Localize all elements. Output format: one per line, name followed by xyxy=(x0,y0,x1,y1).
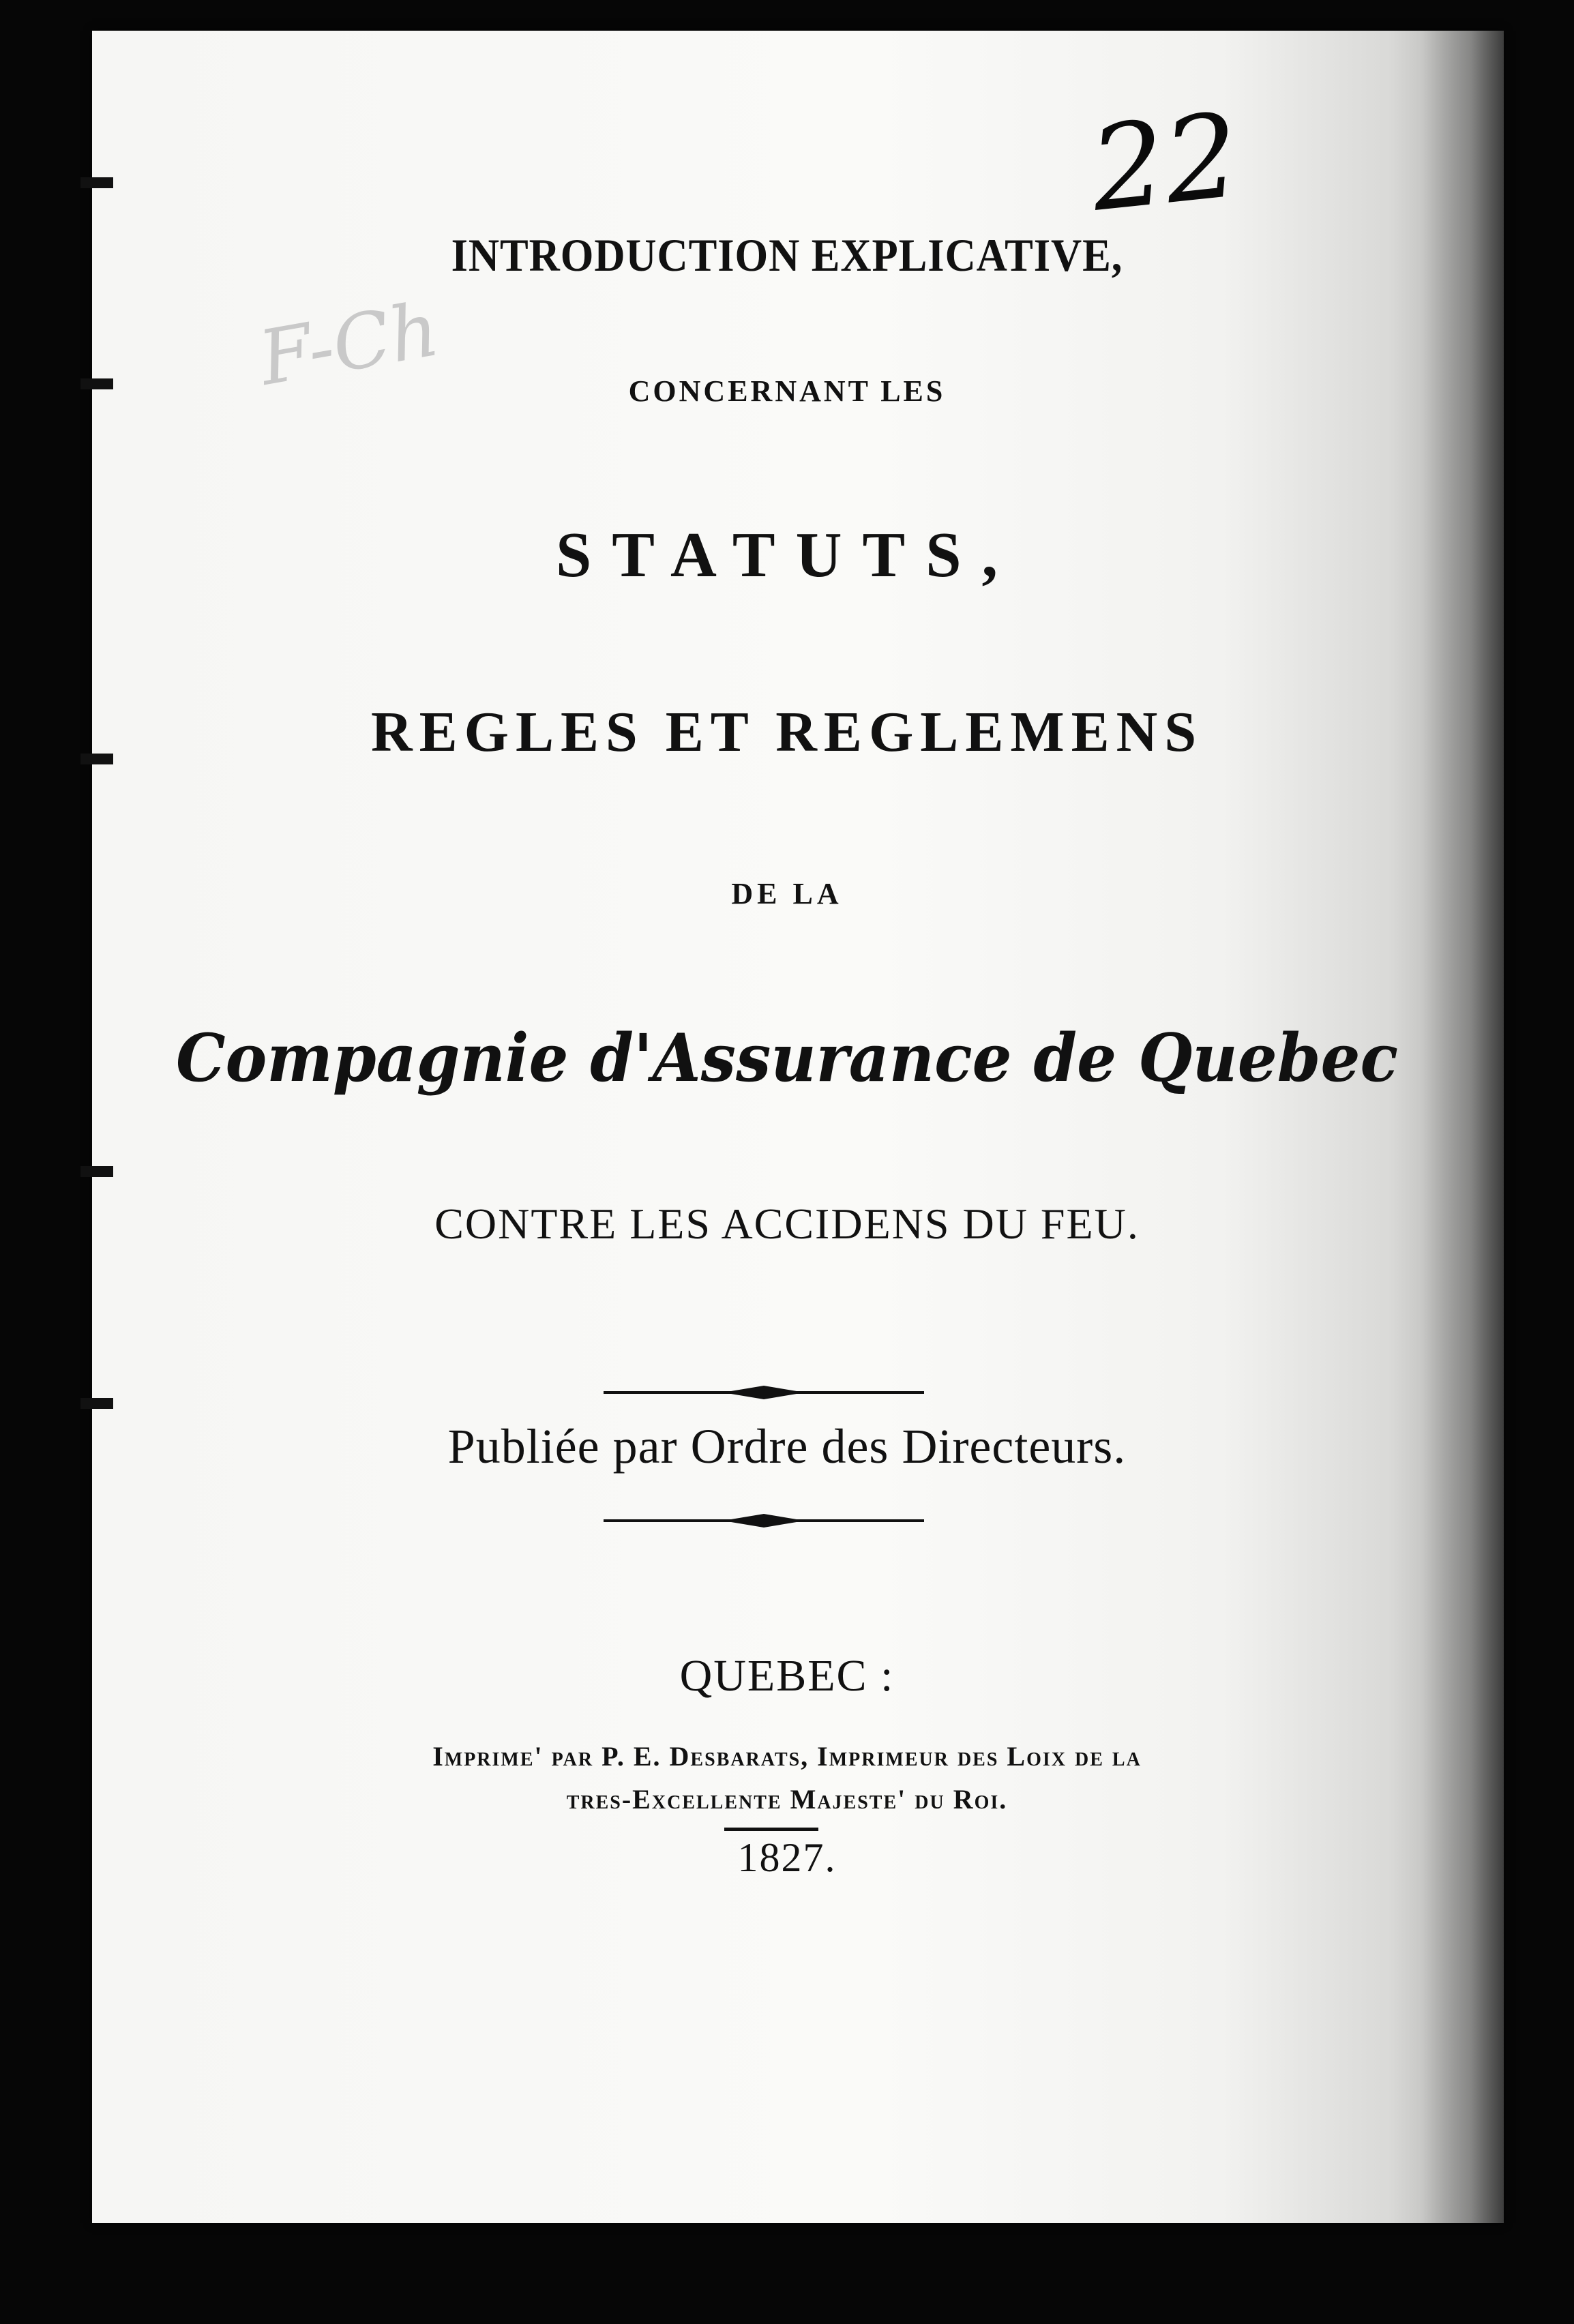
company-name-blackletter: Compagnie d'Assurance de Quebec xyxy=(175,1019,1399,1097)
published-by-line: Publiée par Ordre des Directeurs. xyxy=(447,1419,1127,1474)
pencil-annotation: F-Ch xyxy=(252,285,445,402)
year-rule xyxy=(724,1828,818,1831)
imprint-printer-line-2: tres-Excellente Majeste' du Roi. xyxy=(566,1784,1008,1815)
ornamental-rule-bottom xyxy=(604,1513,924,1529)
binding-mark xyxy=(80,1398,113,1409)
imprint-place: QUEBEC : xyxy=(679,1651,895,1701)
binding-mark xyxy=(80,177,113,188)
binding-mark xyxy=(80,1166,113,1177)
ornamental-rule-top xyxy=(604,1384,924,1401)
title-regles-line: REGLES ET REGLEMENS xyxy=(370,700,1204,764)
title-de-la-line: DE LA xyxy=(731,877,843,910)
page-edge-shadow xyxy=(1422,31,1504,2223)
title-concernant-line: CONCERNANT LES xyxy=(628,374,946,408)
imprint-printer-line-1: Imprime' par P. E. Desbarats, Imprimeur des Loix de la xyxy=(432,1741,1142,1772)
title-contre-line: CONTRE LES ACCIDENS DU FEU. xyxy=(434,1200,1140,1248)
imprint-year: 1827. xyxy=(737,1835,837,1880)
title-intro-line: INTRODUCTION EXPLICATIVE, xyxy=(451,229,1123,281)
title-statuts-line: STATUTS, xyxy=(556,520,1018,591)
handwritten-shelf-number: 22 xyxy=(1084,88,1246,238)
